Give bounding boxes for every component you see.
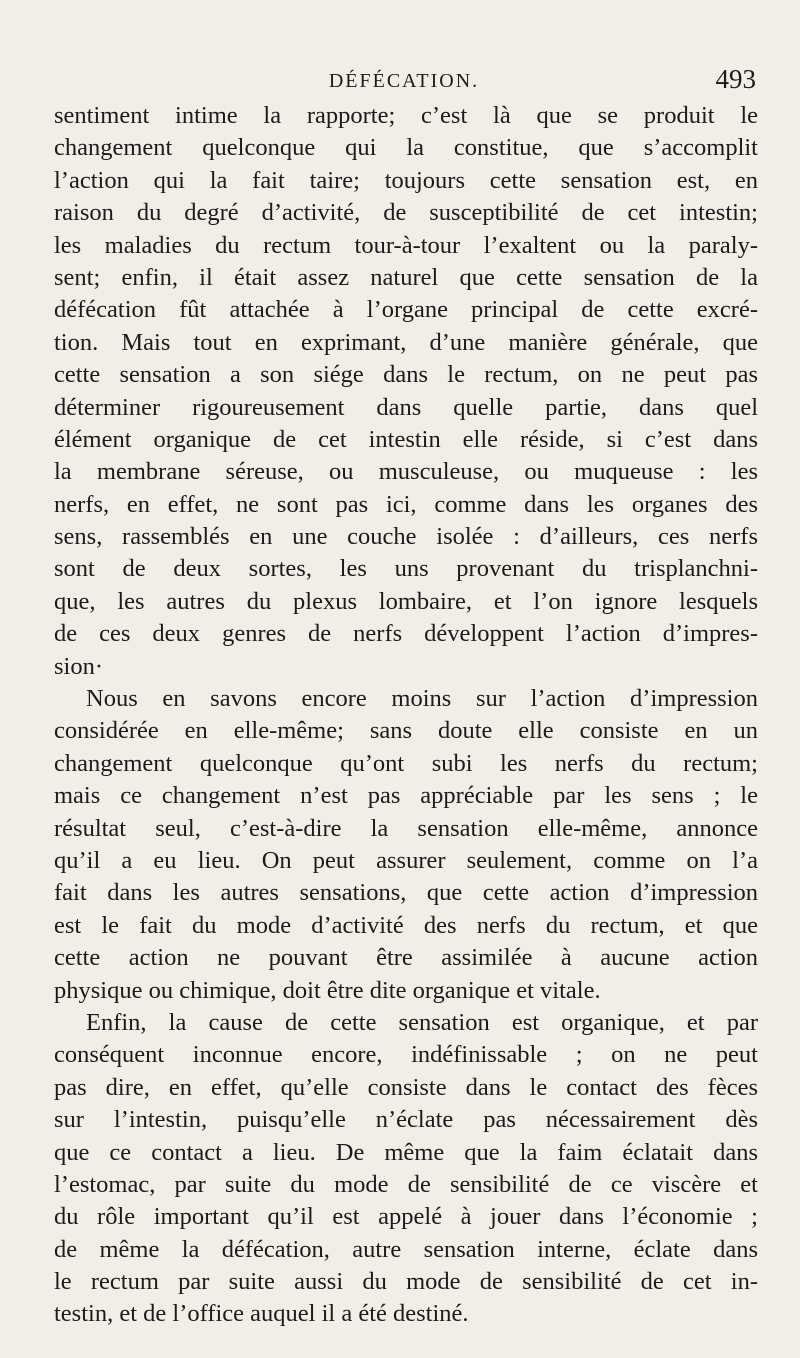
text-line: tion. Mais tout en exprimant, d’une manière générale, que <box>54 328 758 356</box>
text-line: résultat seul, c’est-à-dire la sensation elle-même, annonce <box>54 814 758 842</box>
text-line: Nous en savons encore moins sur l’action d’impression <box>86 685 758 713</box>
text-line: Enfin, la cause de cette sensation est organique, et par <box>86 1008 758 1036</box>
text-line: de même la défécation, autre sensation interne, éclate dans <box>54 1235 758 1263</box>
page-number: 493 <box>715 64 756 94</box>
text-line: testin, et de l’office auquel il a été destiné. <box>54 1300 469 1328</box>
text-line: l’estomac, par suite du mode de sensibilité de ce viscère et <box>54 1170 758 1198</box>
text-line: raison du degré d’activité, de susceptibilité de cet intestin; <box>54 199 758 227</box>
text-line: cette sensation a son siége dans le rectum, on ne peut pas <box>54 361 758 389</box>
text-line: conséquent inconnue encore, indéfinissable ; on ne peut <box>54 1041 758 1069</box>
text-line: le rectum par suite aussi du mode de sensibilité de cet in- <box>54 1268 758 1296</box>
text-line: les maladies du rectum tour-à-tour l’exaltent ou la paraly- <box>54 231 758 259</box>
text-line: fait dans les autres sensations, que cette action d’impression <box>54 879 758 907</box>
text-line: qu’il a eu lieu. On peut assurer seulement, comme on l’a <box>54 846 758 874</box>
text-line: considérée en elle-même; sans doute elle consiste en un <box>54 717 758 745</box>
text-line: mais ce changement n’est pas appréciable par les sens ; le <box>54 782 758 810</box>
text-line: du rôle important qu’il est appelé à jouer dans l’économie ; <box>54 1203 758 1231</box>
text-line: la membrane séreuse, ou musculeuse, ou muqueuse : les <box>54 458 758 486</box>
text-line: cette action ne pouvant être assimilée à aucune action <box>54 944 758 972</box>
text-line: changement quelconque qui la constitue, que s’accomplit <box>54 134 758 162</box>
text-line: déterminer rigoureusement dans quelle partie, dans quel <box>54 393 758 421</box>
text-line: est le fait du mode d’activité des nerfs du rectum, et que <box>54 911 758 939</box>
text-line: sion· <box>54 652 103 680</box>
text-line: élément organique de cet intestin elle réside, si c’est dans <box>54 425 758 453</box>
text-line: défécation fût attachée à l’organe principal de cette excré- <box>54 296 758 324</box>
text-line: sentiment intime la rapporte; c’est là que se produit le <box>54 102 758 129</box>
text-line: sens, rassemblés en une couche isolée : d’ailleurs, ces nerfs <box>54 523 758 551</box>
text-line: pas dire, en effet, qu’elle consiste dans le contact des fèces <box>54 1073 758 1101</box>
body-text <box>54 100 758 1331</box>
text-line: l’action qui la fait taire; toujours cette sensation est, en <box>54 166 758 194</box>
text-line: que, les autres du plexus lombaire, et l’on ignore lesquels <box>54 587 758 615</box>
text-line: sur l’intestin, puisqu’elle n’éclate pas nécessairement dès <box>54 1106 758 1134</box>
text-line: de ces deux genres de nerfs développent l’action d’impres- <box>54 620 758 648</box>
text-line: que ce contact a lieu. De même que la faim éclatait dans <box>54 1138 758 1166</box>
text-line: sent; enfin, il était assez naturel que cette sensation de la <box>54 263 758 291</box>
text-line: changement quelconque qu’ont subi les nerfs du rectum; <box>54 749 758 777</box>
text-line: nerfs, en effet, ne sont pas ici, comme dans les organes des <box>54 490 758 518</box>
running-title: DÉFÉCATION. <box>328 70 480 92</box>
text-line: sont de deux sortes, les uns provenant du trisplanchni- <box>54 555 758 583</box>
text-line: physique ou chimique, doit être dite organique et vitale. <box>54 976 601 1004</box>
